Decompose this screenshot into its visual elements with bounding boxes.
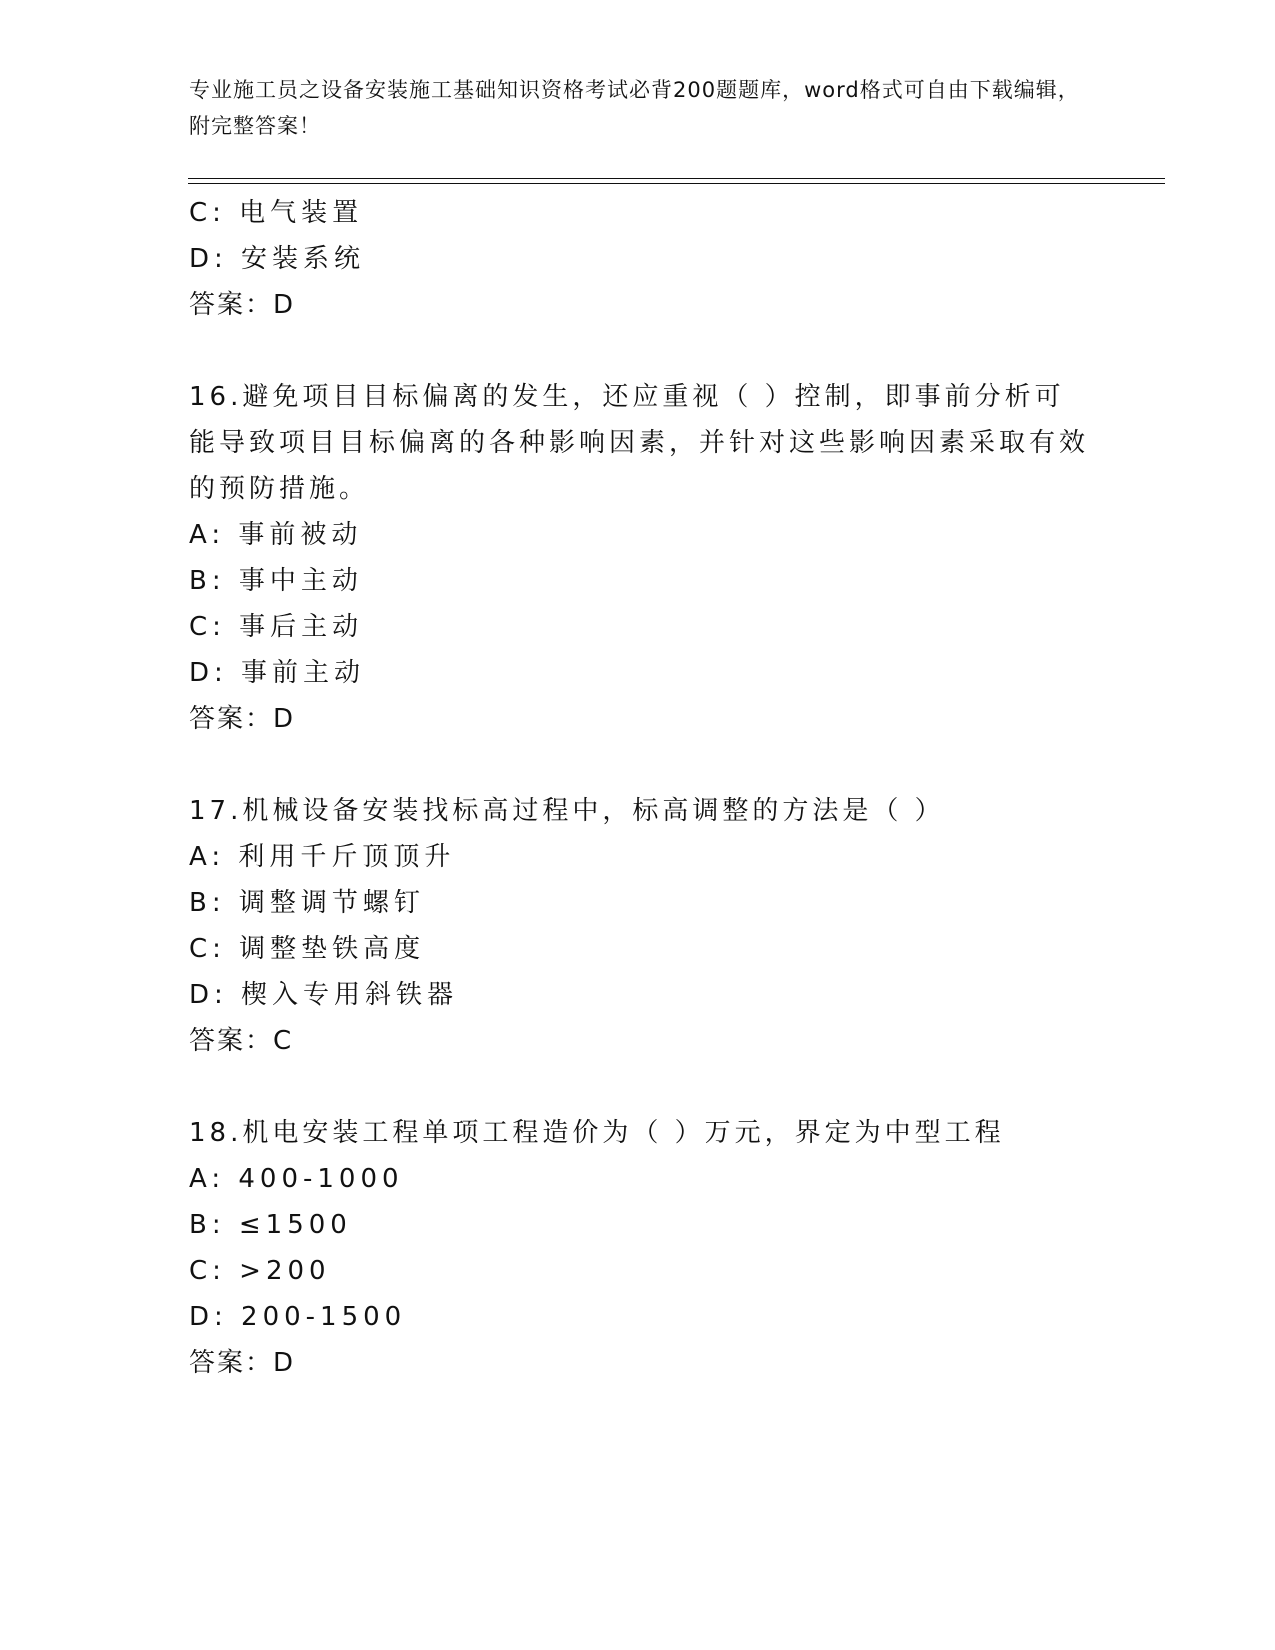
option-d: D: 安装系统 — [189, 244, 366, 274]
document-header — [189, 72, 1089, 144]
header-title: 专业施工员之设备安装施工基础知识资格考试必背200题题库，word格式可自由下载编辑，附完整答案！ — [189, 78, 1080, 138]
question-16 — [189, 374, 1089, 742]
option-a: A: 事前被动 — [189, 520, 363, 550]
option-a: A: 400-1000 — [189, 1164, 404, 1194]
header-divider-bottom — [188, 183, 1165, 184]
answer-line: 答案：D — [189, 704, 296, 734]
answer-line: 答案：D — [189, 1348, 296, 1378]
option-c: C: 电气装置 — [189, 198, 364, 228]
question-stem: 17.机械设备安装找标高过程中，标高调整的方法是（ ） — [189, 796, 945, 826]
option-d: D: 楔入专用斜铁器 — [189, 980, 459, 1010]
option-c: C: 事后主动 — [189, 612, 364, 642]
option-c: C: 调整垫铁高度 — [189, 934, 426, 964]
option-d: D: 200-1500 — [189, 1302, 407, 1332]
question-list — [189, 190, 1089, 1386]
spacer — [189, 328, 1089, 374]
option-c: C: >200 — [189, 1256, 331, 1286]
question-18 — [189, 1110, 1089, 1386]
answer-line: 答案：C — [189, 1026, 294, 1056]
option-b: B: 事中主动 — [189, 566, 363, 596]
spacer — [189, 742, 1089, 788]
option-d: D: 事前主动 — [189, 658, 366, 688]
answer-line: 答案：D — [189, 290, 296, 320]
question-stem: 18.机电安装工程单项工程造价为（ ）万元，界定为中型工程 — [189, 1118, 1005, 1148]
option-b: B: ≤1500 — [189, 1210, 352, 1240]
spacer — [189, 1064, 1089, 1110]
option-b: B: 调整调节螺钉 — [189, 888, 425, 918]
question-17 — [189, 788, 1089, 1064]
header-divider-top — [188, 178, 1165, 179]
question-stem: 16.避免项目目标偏离的发生，还应重视（ ）控制，即事前分析可能导致项目目标偏离的各种影响因素，并针对这些影响因素采取有效的预防措施。 — [189, 382, 1090, 504]
prev-question-tail — [189, 190, 1089, 328]
option-a: A: 利用千斤顶顶升 — [189, 842, 456, 872]
